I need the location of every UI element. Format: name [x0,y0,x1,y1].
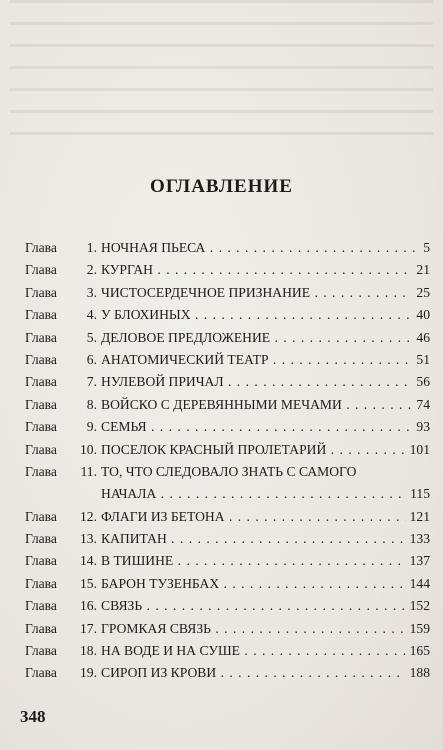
entry-title: ВОЙСКО С ДЕРЕВЯННЫМИ МЕЧАМИ . . . [101,394,412,416]
entry-number: 8. [86,396,97,412]
toc-entry [25,550,430,572]
entry-page: 133 [409,531,430,547]
entry-title: КАПИТАН . . . [101,528,406,550]
entry-number: 2. [86,262,97,278]
toc-entry [25,304,430,326]
entry-label: Глава [25,441,57,457]
table-of-contents [25,237,430,685]
entry-label: Глава [25,351,57,367]
entry-label: Глава [25,374,57,390]
entry-number: 6. [86,351,97,367]
entry-title: ДЕЛОВОЕ ПРЕДЛОЖЕНИЕ . . . [101,327,412,349]
entry-page: 165 [409,643,430,659]
toc-entry [25,394,430,416]
entry-title: ФЛАГИ ИЗ БЕТОНА . . . [101,506,406,528]
entry-label: Глава [25,329,57,345]
toc-entry [25,461,430,506]
entry-title: СЕМЬЯ . . . [101,416,412,438]
entry-title: У БЛОХИНЫХ . . . [101,304,412,326]
entry-label: Глава [25,239,57,255]
entry-label: Глава [25,396,57,412]
entry-page: 25 [416,284,430,300]
entry-number: 16. [80,598,97,614]
entry-page: 159 [409,620,430,636]
entry-number: 5. [86,329,97,345]
toc-entry [25,506,430,528]
entry-title: СИРОП ИЗ КРОВИ . . . [101,662,406,684]
entry-label: Глава [25,508,57,524]
entry-number: 7. [86,374,97,390]
entry-number: 9. [86,419,97,435]
entry-title: КУРГАН . . . [101,259,412,281]
toc-entry [25,640,430,662]
toc-entry [25,416,430,438]
entry-title: БАРОН ТУЗЕНБАХ . . . [101,573,406,595]
entry-label: Глава [25,575,57,591]
entry-number: 10. [80,441,97,457]
toc-entry [25,349,430,371]
entry-number: 12. [80,508,97,524]
entry-page: 21 [416,262,430,278]
page-title: ОГЛАВЛЕНИЕ [150,176,293,197]
entry-label: Глава [25,284,57,300]
toc-entry [25,282,430,304]
entry-page: 188 [409,665,430,681]
entry-number: 3. [86,284,97,300]
entry-label: Глава [25,643,57,659]
toc-entry [25,662,430,684]
entry-label: Глава [25,665,57,681]
entry-page: 115 [410,486,430,502]
entry-label: Глава [25,620,57,636]
toc-entry [25,618,430,640]
entry-label: Глава [25,419,57,435]
toc-entry [25,327,430,349]
entry-page: 152 [409,598,430,614]
toc-entry [25,439,430,461]
entry-page: 144 [409,575,430,591]
entry-page: 40 [416,307,430,323]
entry-title: ПОСЕЛОК КРАСНЫЙ ПРОЛЕТАРИЙ . . . [101,439,406,461]
entry-title-line: ТО, ЧТО СЛЕДОВАЛО ЗНАТЬ С САМОГО [101,463,357,479]
entry-title-line: НАЧАЛА . . . [101,486,406,501]
entry-page: 121 [409,508,430,524]
entry-number: 17. [80,620,97,636]
entry-page: 93 [416,419,430,435]
entry-title: АНАТОМИЧЕСКИЙ ТЕАТР . . . [101,349,412,371]
entry-page: 101 [409,441,430,457]
entry-number: 18. [80,643,97,659]
entry-label: Глава [25,531,57,547]
entry-title: НА ВОДЕ И НА СУШЕ . . . [101,640,406,662]
entry-label: Глава [25,598,57,614]
page-number: 348 [20,707,46,726]
entry-number: 19. [80,665,97,681]
entry-title: ЧИСТОСЕРДЕЧНОЕ ПРИЗНАНИЕ . . . [101,282,412,304]
entry-label: Глава [25,463,57,479]
entry-page: 137 [409,553,430,569]
entry-label: Глава [25,262,57,278]
entry-number: 13. [80,531,97,547]
toc-entry [25,371,430,393]
show-through-text [10,0,433,140]
toc-entry [25,595,430,617]
entry-label: Глава [25,553,57,569]
entry-title: ГРОМКАЯ СВЯЗЬ . . . [101,618,406,640]
entry-title: СВЯЗЬ . . . [101,595,406,617]
entry-page: 5 [423,239,430,255]
toc-entry [25,237,430,259]
entry-title [101,461,406,506]
entry-number: 15. [80,575,97,591]
entry-number: 4. [86,307,97,323]
entry-page: 46 [416,329,430,345]
entry-title: НУЛЕВОЙ ПРИЧАЛ . . . [101,371,412,393]
entry-page: 56 [416,374,430,390]
toc-entry [25,528,430,550]
entry-number: 1. [86,239,97,255]
entry-label: Глава [25,307,57,323]
entry-page: 51 [416,351,430,367]
entry-page: 74 [416,396,430,412]
entry-title: НОЧНАЯ ПЬЕСА . . . [101,237,419,259]
entry-title: В ТИШИНЕ . . . [101,550,406,572]
entry-number: 11. [80,463,97,479]
toc-entry [25,259,430,281]
toc-entry [25,573,430,595]
entry-number: 14. [80,553,97,569]
